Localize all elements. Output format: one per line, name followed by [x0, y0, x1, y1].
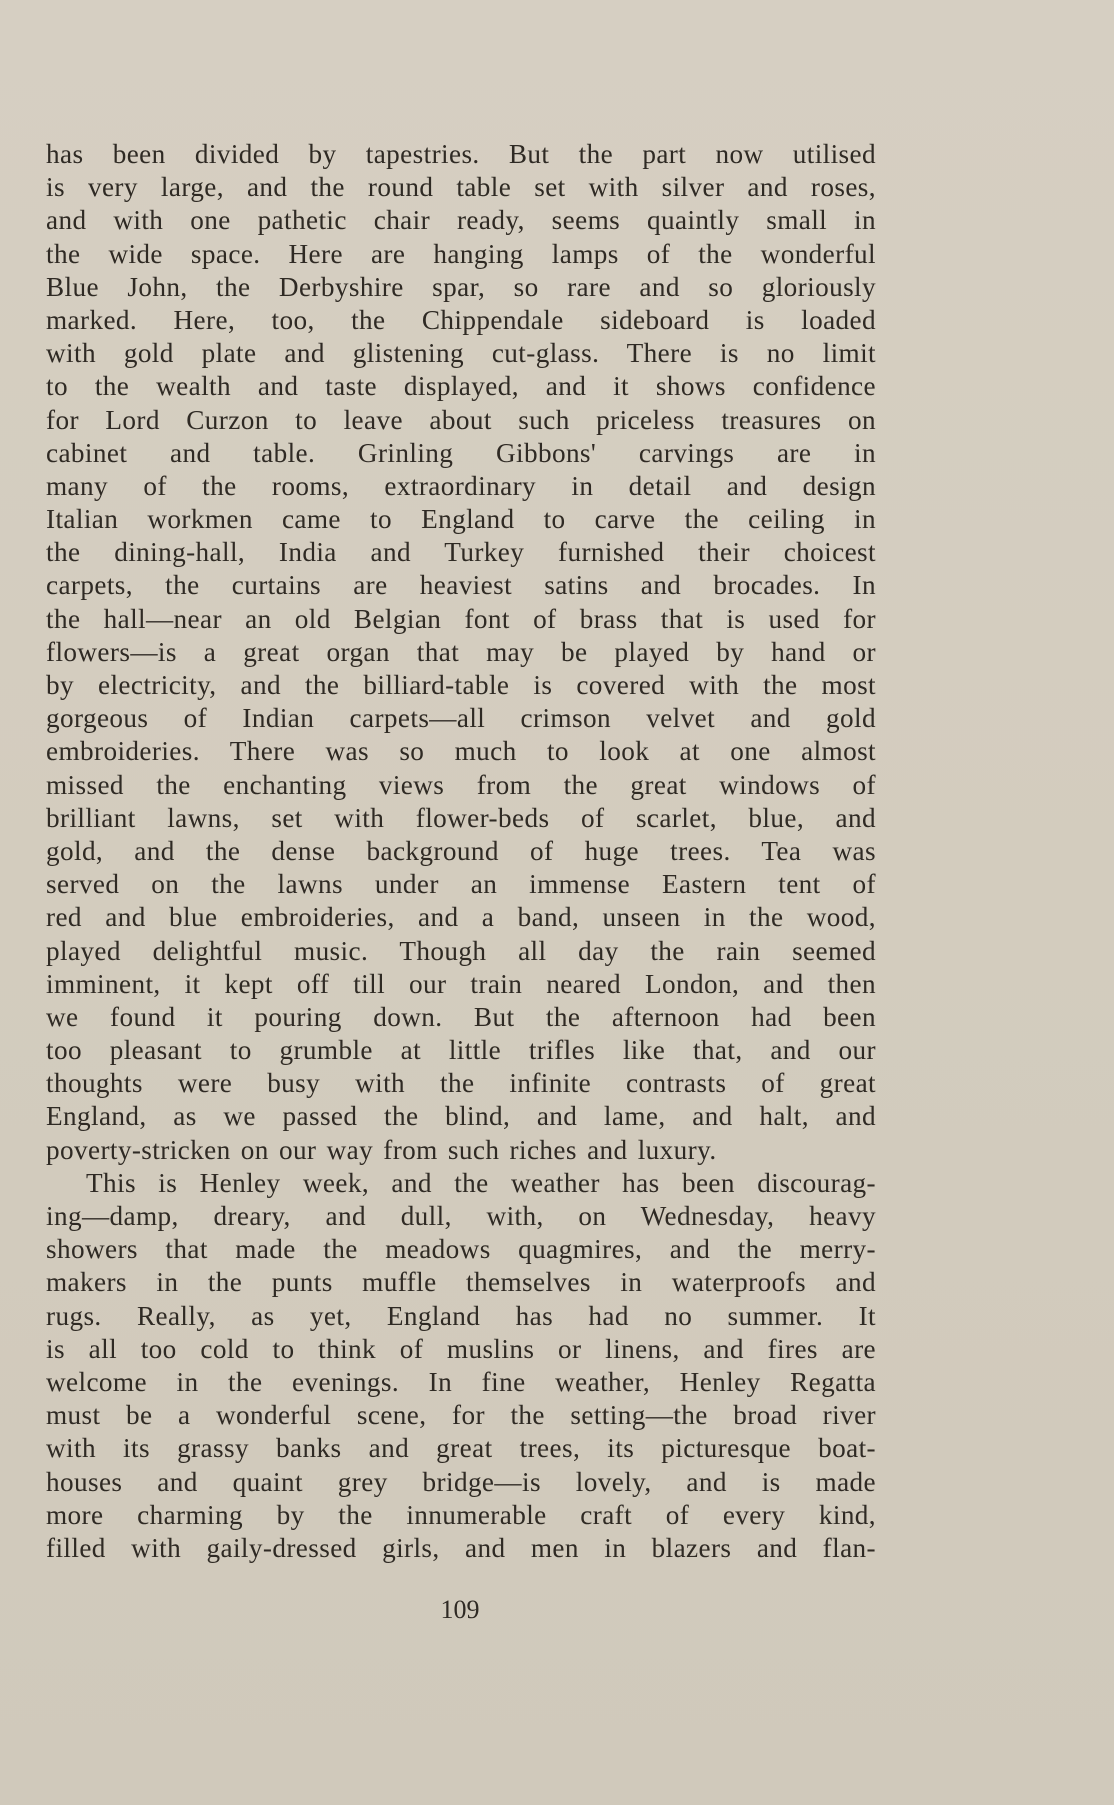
page-number: 109	[440, 1595, 480, 1624]
text-line: makers in the punts muffle themselves in waterproofs and	[46, 1267, 876, 1298]
text-line: marked. Here, too, the Chippendale sideboard is loaded	[46, 304, 876, 335]
body-text	[46, 138, 876, 1565]
text-line: by electricity, and the billiard-table is covered with the most	[46, 670, 876, 700]
text-line: has been divided by tapestries. But the part now utilised	[46, 139, 876, 169]
text-line: more charming by the innumerable craft of every kind,	[46, 1499, 876, 1530]
text-line: showers that made the meadows quagmires, and the merry-	[46, 1234, 876, 1265]
text-line: is all too cold to think of muslins or linens, and fires are	[46, 1333, 876, 1364]
text-line: the hall—near an old Belgian font of brass that is used for	[46, 603, 876, 634]
text-line: flowers—is a great organ that may be played by hand or	[46, 636, 876, 667]
text-line: poverty-stricken on our way from such riches and luxury.	[46, 1134, 717, 1165]
text-line: with its grassy banks and great trees, its picturesque boat-	[46, 1433, 876, 1464]
text-line: Blue John, the Derbyshire spar, so rare and so gloriously	[46, 271, 876, 302]
text-line: too pleasant to grumble at little trifles like that, and our	[46, 1035, 876, 1066]
text-line: ing—damp, dreary, and dull, with, on Wednesday, heavy	[46, 1201, 876, 1231]
text-line: cabinet and table. Grinling Gibbons' carvings are in	[46, 437, 876, 468]
text-line: brilliant lawns, set with flower-beds of scarlet, blue, and	[46, 802, 876, 833]
text-line: England, as we passed the blind, and lame, and halt, and	[46, 1101, 876, 1132]
text-line: houses and quaint grey bridge—is lovely, and is made	[46, 1466, 876, 1497]
text-line: served on the lawns under an immense Eastern tent of	[46, 869, 876, 900]
text-line: imminent, it kept off till our train neared London, and then	[46, 968, 876, 999]
text-line: for Lord Curzon to leave about such priceless treasures on	[46, 404, 876, 435]
text-line: we found it pouring down. But the afternoon had been	[46, 1001, 876, 1032]
text-line: rugs. Really, as yet, England has had no summer. It	[46, 1300, 876, 1331]
text-line: red and blue embroideries, and a band, unseen in the wood,	[46, 902, 876, 933]
text-line: many of the rooms, extraordinary in detail and design	[46, 470, 876, 501]
text-line: welcome in the evenings. In fine weather, Henley Regatta	[46, 1366, 876, 1397]
text-line: Italian workmen came to England to carve the ceiling in	[46, 504, 876, 535]
text-line: the wide space. Here are hanging lamps of the wonderful	[46, 238, 876, 269]
text-line: played delightful music. Though all day the rain seemed	[46, 935, 876, 966]
text-line: must be a wonderful scene, for the setting—the broad river	[46, 1400, 876, 1431]
text-line: carpets, the curtains are heaviest satins and brocades. In	[46, 570, 876, 601]
text-line: gorgeous of Indian carpets—all crimson velvet and gold	[46, 703, 876, 734]
text-line: This is Henley week, and the weather has been discourag-	[86, 1167, 876, 1198]
text-line: and with one pathetic chair ready, seems quaintly small in	[46, 205, 876, 236]
text-line: thoughts were busy with the infinite contrasts of great	[46, 1068, 876, 1099]
text-line: missed the enchanting views from the great windows of	[46, 769, 876, 800]
text-line: gold, and the dense background of huge trees. Tea was	[46, 835, 876, 866]
text-line: is very large, and the round table set with silver and roses,	[46, 172, 876, 203]
text-line: to the wealth and taste displayed, and it shows confidence	[46, 371, 876, 402]
text-line: filled with gaily-dressed girls, and men in blazers and flan-	[46, 1532, 876, 1563]
text-line: with gold plate and glistening cut-glass. There is no limit	[46, 338, 876, 369]
text-line: embroideries. There was so much to look at one almost	[46, 736, 876, 767]
text-line: the dining-hall, India and Turkey furnished their choicest	[46, 537, 876, 568]
